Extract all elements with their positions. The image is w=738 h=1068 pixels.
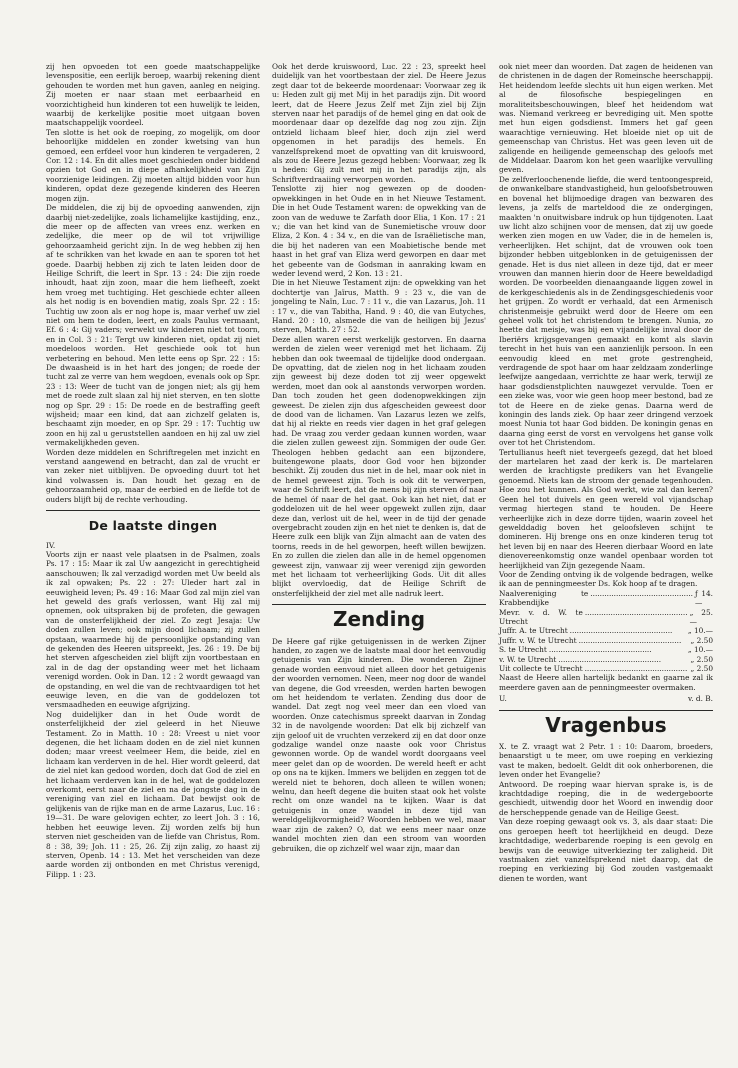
column-1: [46, 62, 260, 1052]
gift-amount: „ 10.—: [687, 645, 713, 655]
gift-row: Juffr. A. te Utrecht ............................................ „ 10.—: [499, 626, 713, 636]
paragraph: Ook het derde kruiswoord, Luc. 22 : 23, spreekt heel duidelijk van het voortbestaan der ziel. De Heere Jezus zegt daar tot de bekeerde moordenaar: Voorwaar zeg ik u: Heden zult gij met Mij in het paradijs zijn. Dit woord leert, dat de Heere Jezus Zelf met Zijn ziel bij Zijn sterven naar het paradijs of de hemel ging en dat ook de moordenaar daar op dezelfde dag nog zou zijn. Zijn ontzield lichaam bleef hier, doch zijn ziel werd opgenomen in het paradijs des hemels. En vanzelfsprekend moet de opvatting van dit kruiswoord, als zou de Heere Jezus gezegd hebben: Voorwaar, zeg Ik u heden: Gij zult met mij in het paradijs zijn, als Schriftverdraaiing verworpen worden.: [272, 62, 486, 184]
paragraph: Tenslotte zij hier nog gewezen op de dooden-opwekkingen in het Oude en in het Nieuwe Testament. Die in het Oude Testament waren: de opwekking van de zoon van de weduwe te Zarfath door Elia, 1 Kon. 17 : 21 v.; die van het kind van de Sunemietische vrouw door Eliza, 2 Kon. 4 : 34 v., en die van de Israëlietische man, die bij het naderen van een Moabietische bende met haast in het graf van Eliza werd geworpen en daar met het gebeente van de Godsman in aanraking kwam en weder levend werd, 2 Kon. 13 : 21.: [272, 184, 486, 278]
gift-row: Naalvereniging te Krabbendijke ............................................ ƒ 14.—: [499, 588, 713, 608]
section-number: IV.: [46, 540, 56, 550]
paragraph: Nog duidelijker dan in het Oude wordt de onsterfelijkheid der ziel geleerd in het Nieuwe Testament. Zo in Matth. 10 : 28: Vreest u niet voor degenen, die het lichaam doden en de ziel niet kunnen doden; maar vreest veelmeer Hem, die beide, ziel en lichaam kan verderven in de hel. Hier wordt geleerd, dat de ziel niet kan gedood worden, doch dat God de ziel en het lichaam verderven kan in de hel, wat de goddelozen overkomt, eerst naar de ziel en na de jongste dag in de vereniging van ziel en lichaam. Dat bewijst ook de gelijkenis van de rijke man en de arme Lazarus, Luc. 16 : 19—31. De ware gelovigen echter, zo leert Joh. 3 : 16, hebben het eeuwige leven. Zij worden zelfs bij hun sterven niet gescheiden van de liefde van Christus, Rom. 8 : 38, 39; Joh. 11 : 25, 26. Zij zijn zalig, zo haast zij sterven, Openb. 14 : 13. Met het verscheiden van deze aarde worden zij ontbonden en met Christus verenigd, Filipp. 1 : 23.: [46, 709, 260, 879]
gift-row: Mevr. v. d. W. te Utrecht ............................................ „ 25.—: [499, 607, 713, 626]
column-2: [272, 62, 486, 1052]
paragraph: zij hen opvoeden tot een goede maatschappelijke levenspositie, een eerlijk beroep, waarbij rekening dient gehouden te worden met hun gaven, aanleg en neiging. Zij moeten er naar staan met eerbaarheid en voorzichtigheid hun kinderen tot een huwelijk te leiden, waarbij de kerkelijke positie moet uitgaan boven maatschappelijk voordeel.: [46, 62, 260, 128]
section-divider: [499, 710, 713, 711]
gift-amount: „ 10.—: [687, 626, 713, 636]
gift-amount: „ 2.50: [690, 664, 713, 673]
paragraph: Voorts zijn er naast vele plaatsen in de Psalmen, zoals Ps. 17 : 15: Maar ik zal Uw aangezicht in gerechtigheid aanschouwen; Ik zal verzadigd worden met Uw beeld als ik zal opwaken; Ps. 22 : 27: Uleder hart zal in eeuwigheid leven; Ps. 49 : 16: Maar God zal mijn ziel van het geweld des grafs verlossen, want Hij zal mij opnemen, ook uitspraken bij de profeten, die gewagen van de onsterfelijkheid der ziel. Zo zegt Jesaja: Uw doden zullen leven; ook mijn dood lichaam; zij zullen opstaan, waarmede hij de persoonlijke opstanding van de gekenden des Heeren uitspreekt, Jes. 26 : 19. De bij het sterven afgescheiden ziel blijft zijn voortbestaan en zal in de dag der opstanding weer met het lichaam verenigd worden. Ook in Dan. 12 : 2 wordt gewaagd van de opstanding, en wel die van de rechtvaardigen tot het eeuwige leven, en die van de goddelozen tot versmaadheden en eeuwige afgrijzing.: [46, 549, 260, 710]
gift-amount: „ 2.50: [690, 654, 713, 664]
signature-place: U.: [499, 694, 507, 704]
paragraph: Naast de Heere allen hartelijk bedankt en gaarne zal ik meerdere gaven aan de penningmeester overmaken.: [499, 673, 713, 692]
column-3: [499, 62, 713, 1052]
gift-label: S. te Utrecht: [499, 645, 547, 655]
gift-row: Uit collecte te Utrecht ............................................ „ 2.50: [499, 664, 713, 673]
paragraph: Die in het Nieuwe Testament zijn: de opwekking van het dochtertje van Jaïrus, Matth. 9 : 23 v., die van de jongeling te Naïn, Luc. 7 : 11 v., die van Lazarus, Joh. 11 : 17 v., die van Tabitha, Hand. 9 : 40, die van Eutyches, Hand. 20 : 10, alsmede die van de heiligen bij Jezus' sterven, Matth. 27 : 52.: [272, 278, 486, 335]
gifts-list: [499, 589, 713, 674]
section-divider: [272, 604, 486, 605]
paragraph: Tertullianus heeft niet tevergeefs gezegd, dat het bloed der martelaren het zaad der kerk is. De martelaren werden de krachtigste predikers van het Evangelie genoemd. Niets kan de stroom der genade tegenhouden. Hoe zou het kunnen. Als God werkt, wie zal dan keren? Geen hel tot duivels en geen wereld vol vijandschap vermag hiertegen stand te houden. De Heere verheerlijke zich in deze dorre tijden, waarin zoveel het gewelddadig boven het geloofsleven schijnt te domineren. Hij brenge ons en onze kinderen terug tot het leven bij en naar des Heeren dierbaar Woord en late dienovereenkomstig onze wandel openbaar worden tot heerlijkheid van Zijn gezegende Naam.: [499, 447, 713, 570]
gift-amount: ƒ 14.—: [695, 588, 713, 608]
paragraph: Van deze roeping gewaagt ook vs. 3, als daar staat: Die ons geroepen heeft tot heerlijkheid en deugd. Deze krachtdadige, wederbarende roeping is een gevolg en bewijs van de eeuwige uitverkiezing ter zaligheid. Dit vastmaken ziet vanzelfsprekend niet daarop, dat de roeping en verkiezing bij God zouden vastgemaakt dienen te worden, want: [499, 817, 713, 883]
gift-row: v. W. te Utrecht ............................................ „ 2.50: [499, 654, 713, 664]
gift-label: Juffr. v. W. te Utrecht: [499, 635, 577, 645]
section-heading-laatste-dingen: De laatste dingen: [88, 518, 218, 534]
gift-row: S. te Utrecht ............................................ „ 10.—: [499, 645, 713, 655]
gift-label: Uit collecte te Utrecht: [499, 664, 583, 673]
section-heading-vragenbus: Vragenbus: [545, 712, 667, 737]
gift-label: Juffr. A. te Utrecht: [499, 626, 568, 636]
paragraph: Antwoord. De roeping waar hiervan sprake is, is de krachtdadige roeping, die in de wedergeboorte geschiedt, uitwendig door het Woord en inwendig door de herscheppende genade van de Heilige Geest.: [499, 779, 713, 817]
paragraph: X. te Z. vraagt wat 2 Petr. 1 : 10: Daarom, broeders, benaarstigt u te meer, om uwe roeping en verkiezing vast te maken, bedoelt. Geldt dit ook onherborenen, die leven onder het Evangelie?: [499, 742, 713, 780]
gift-amount: „ 25.—: [689, 607, 713, 626]
paragraph: Voor de Zending ontving ik de volgende bedragen, welke ik aan de penningmeester Ds. Kok hoop af te dragen.: [499, 569, 713, 589]
paragraph: Worden deze middelen en Schriftregelen met inzicht en verstand aangewend en betracht, dan zal de vrucht er van zeker niet uitblijven. De opvoeding duurt tot het kind volwassen is. Dan houdt het gezag en de gehoorzaamheid op, maar de eerbied en de liefde tot de ouders blijft bij de rechte verhouding.: [46, 447, 260, 504]
section-heading-zending: Zending: [332, 607, 426, 632]
paragraph: Ten slotte is het ook de roeping, zo mogelijk, om door behoorlijke middelen en zonder kwetsing van hun gemoed, een erfdeel voor hun kinderen te vergaderen, 2 Cor. 12 : 14. En dit alles moet geschieden onder biddend opzien tot God en in diepe afhankelijkheid van Zijn voorzienige leidingen. Zij moeten altijd bidden voor hun kinderen, opdat deze gezegende kinderen des Heeren mogen zijn.: [46, 127, 260, 203]
signature-line: [499, 694, 713, 703]
paragraph: De Heere gaf rijke getuigenissen in de werken Zijner handen, zo zagen we de laatste maal door het eenvoudig getuigenis van Zijn kinderen. Die wonderen Zijner genade worden eenvoud niet alleen door het getuigenis der woorden vernomen. Neen, meer nog door de wandel van degene, die God vreesden, werden harten bewogen om het heidendom te verlaten. Zending dus door de wandel. Dat zegt nog veel meer dan een vloed van woorden. Onze catechismus spreekt daarvan in Zondag 32 in de navolgende woorden: Dat elk bij zichzelf van zijn geloof uit de vruchten verzekerd zij en dat door onze godzalige wandel onze naaste ook voor Christus gewonnen worde. Op de wandel wordt doorgaans veel meer gelet dan op de woorden. De wereld heeft er acht op ons na te kijken. Immers we belijden en zeggen tot de wereld niet te behoren, doch alleen te willen wonen; welnu, dan heeft degene die buiten staat ook het volste recht om onze wandel na te kijken. Waar is dat getuigenis in onze wandel in deze tijd van wereldgelijkvormigheid? Woorden hebben we wel, maar waar zijn de zaken? O, dat we eens meer naar onze wandel mochten zien dan een stroom van woorden gebruiken, die op zichzelf wel waar zijn, maar dan: [272, 636, 486, 853]
section-divider: [46, 510, 260, 511]
paragraph: ook niet meer dan woorden. Dat zagen de heidenen van de christenen in de dagen der Romeinsche heerschappij. Het heidendom leefde slechts uit hun eigen werken. Met al de filosofische bespiegelingen en moraliteitsbeschouwingen, bleef het heidendom wat was. Niemand verkreeg er bevrediging uit. Men spotte met hun eigen godsdienst. Immers het gaf geen waarachtige vernieuwing. Het bloeide niet op uit de gemeenschap van Christus. Het was geen leven uit de zaligende en heiligende gemeenschap des geloofs met de Middelaar. Daarom kon het geen waarlijke vervulling geven.: [499, 62, 713, 175]
gift-label: Mevr. v. d. W. te Utrecht: [499, 607, 583, 626]
gift-label: v. W. te Utrecht: [499, 654, 557, 664]
paragraph: Deze allen waren eerst werkelijk gestorven. En daarna werden de zielen weer verenigd met het lichaam. Zij hebben dan ook tweemaal de tijdelijke dood ondergaan. De opvatting, dat de zielen nog in het lichaam zouden zijn geweest bij deze doden tot zij weer opgewekt werden, moet dan ook al aanstonds verworpen worden. Dan toch zouden het geen dodenopwekkingen zijn geweest. De zielen zijn dus afgescheiden geweest door de dood van de lichamen. Van Lazarus lezen we zelfs, dat hij al riekte en reeds vier dagen in het graf gelegen had. De vraag zou verder gedaan kunnen worden, waar die zielen zullen geweest zijn. Sommigen der oude Ger. Theologen hebben gedacht aan een bijzondere, buitengewone plaats, door God voor hen bijzonder beschikt. Zij zouden dus niet in de hel, maar ook niet in de hemel geweest zijn. Toch is ook dit te verwerpen, waar de Schrift leert, dat de mens bij zijn sterven óf naar de hemel óf naar de hel gaat. Ook kan het niet, dat er goddelozen uit de hel weer opgewekt zullen zijn, daar deze dan, verlost uit de hel, weer in de tijd der genade overgebracht zouden zijn en het niet te denken is, dat de Heere zulk een blijk van Zijn almacht aan de vaten des toorns, reeds in de hel geworpen, heeft willen bewijzen. En zo zullen die zielen dan alle in de hemel opgenomen geweest zijn, vanwaar zij weer verenigd zijn geworden met het lichaam tot verheerlijking Gods. Uit dit alles blijkt overvloedig, dat de Heilige Schrift de onsterfelijkheid der ziel met alle nadruk leert.: [272, 334, 486, 598]
paragraph: De zelfverloochenende liefde, die werd tentoongespreid, de onwankelbare standvastigheid, hun geloofsbetrouwen en bovenal het blijmoedige dragen van bezwaren des levens, ja zelfs de marteldood die ze ondergingen, maakten 'n onuitwisbare indruk op hun tijdgenoten. Laat uw licht alzo schijnen voor de mensen, dat zij uw goede werken zien mogen en uw Vader, die in de hemelen is, verheerlijken. Het schijnt, dat de vrouwen ook toen bijzonder hebben uitgeblonken in de getuigenissen der genade. Het is dus niet alleen in deze tijd, dat er meer vrouwen dan mannen hierin door de Heere beweldadigd worden. De voorbeelden dienaangaande liggen zowel in de kerkgeschiedenis als in de Zendingsgeschiedenis voor het grijpen. Zo wordt er verhaald, dat een Armenisch christenmeisje gebruikt werd door de Heere om een geheel volk tot het christendom te brengen. Nunia, zo heette dat meisje, was bij een vijandelijke inval door de Iberiërs krijgsgevangen gemaakt en komt als slavin terecht in het huis van een aanzienlijk persoon. In een eenvoudig kleed en met grote gestrengheid, verdragende de spot haar om haar zeldzaam zonderlinge leefwijze aangedaan, verrichtte ze haar werk, terwijl ze haar godsdienstplichten nauwgezet vervulde. Toen er een zieke was, voor wie geen hoop meer bestond, bad ze tot de Heere en de zieke genas. Daarna werd de koningin des lands ziek. Op haar zeer dringend verzoek moest Nunia tot haar God bidden. De koningin genas en daarna ging eerst de vorst en vervolgens het ganse volk over tot het Christendom.: [499, 174, 713, 448]
paragraph: De middelen, die zij bij de opvoeding aanwenden, zijn daarbij niet-zedelijke, zoals lichamelijke kastijding, enz., die meer op de affecten van vrees enz. werken en zedelijke, die meer op de wil tot vrijwillige gehoorzaamheid gericht zijn. In de weg hebben zij hen af te schrikken van het kwade en aan te sporen tot het goede. Daarbij hebben zij zich te laten leiden door de Heilige Schrift, die leert in Spr. 13 : 24: Die zijn roede inhoudt, haat zijn zoon, maar die hem liefheeft, zoekt hem vroeg met tuchtiging. Het geschiede echter alleen als het nodig is en bovendien matig, zoals Spr. 22 : 15: Tuchtig uw zoon als er nog hope is, maar verhef uw ziel niet om hem te doden, leert, en zoals Paulus vermaant, Ef. 6 : 4: Gij vaders; verwekt uw kinderen niet tot toorn, en in Col. 3 : 21: Tergt uw kinderen niet, opdat zij niet moedeloos worden. Het geschiede ook tot hun verbetering en behoud. Men lette eens op Spr. 22 : 15: De dwaasheid is in het hart des jongen; de roede der tucht zal ze verre van hem wegdoen, evenals ook op Spr. 23 : 13: Weer de tucht van de jongen niet; als gij hem met de roede zult slaan zal hij niet sterven, en ten slotte nog op Spr. 29 : 15: De roede en de bestraffing geeft wijsheid; maar een kind, dat aan zichzelf gelaten is, beschaamt zijn moeder, en op Spr. 29 : 17: Tuchtig uw zoon en hij zal u geruststellen aandoen en hij zal uw ziel vermakelijkheden geven.: [46, 203, 260, 448]
gift-row: Juffr. v. W. te Utrecht ............................................ „ 2.50: [499, 635, 713, 645]
gift-amount: „ 2.50: [690, 635, 713, 645]
signature-author: v. d. B.: [687, 694, 713, 704]
gift-label: Naalvereniging te Krabbendijke: [499, 588, 589, 608]
